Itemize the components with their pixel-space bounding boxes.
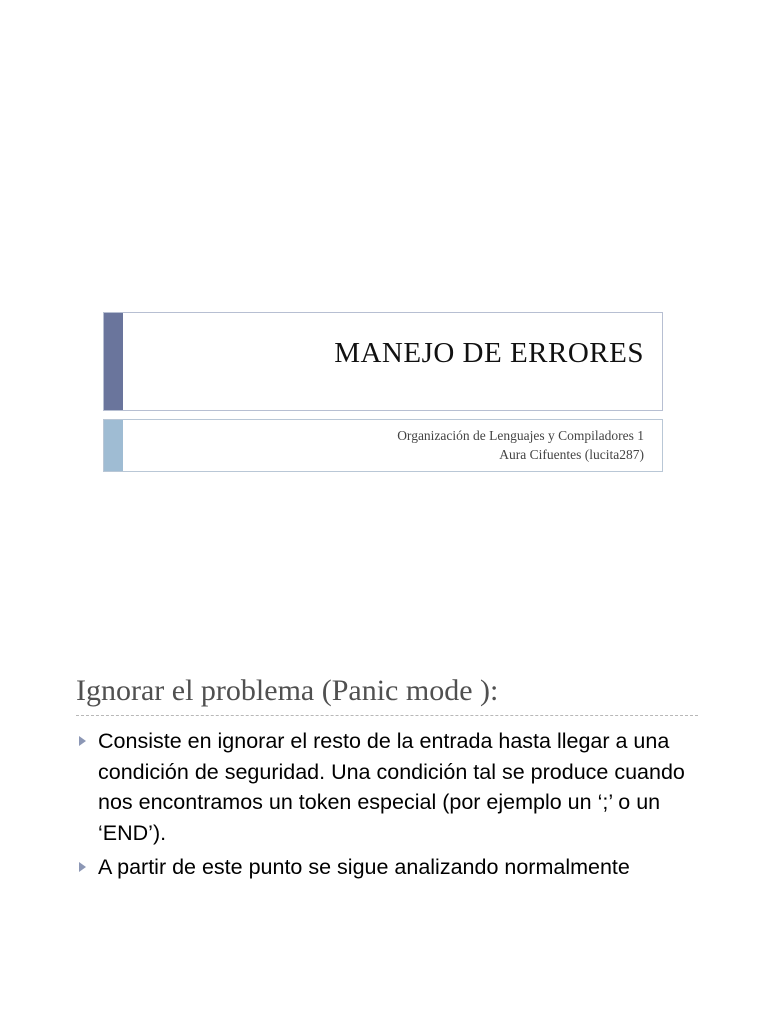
subtitle-accent-bar	[104, 420, 123, 471]
bullet-list	[76, 726, 706, 887]
slide-heading: Ignorar el problema (Panic mode ):	[76, 674, 499, 707]
title-box	[103, 312, 663, 411]
slide-title: MANEJO DE ERRORES	[334, 337, 644, 369]
heading-divider	[76, 715, 698, 716]
list-item	[76, 852, 706, 883]
title-accent-bar	[104, 313, 123, 410]
subtitle-box	[103, 419, 663, 472]
list-item	[76, 726, 706, 848]
subtitle-author: Aura Cifuentes (lucita287)	[499, 447, 644, 462]
triangle-bullet-icon	[79, 862, 86, 872]
slide-subtitle	[397, 426, 644, 464]
subtitle-course: Organización de Lenguajes y Compiladores 1	[397, 428, 644, 443]
bullet-text: A partir de este punto se sigue analizando normalmente	[98, 855, 630, 879]
bullet-text: Consiste en ignorar el resto de la entrada hasta llegar a una condición de seguridad. Una condición tal se produce cuando nos encontramos un token especial (por ejemplo un ‘;’ o un ‘END’).	[98, 729, 685, 845]
content-slide	[0, 660, 768, 1024]
triangle-bullet-icon	[79, 736, 86, 746]
